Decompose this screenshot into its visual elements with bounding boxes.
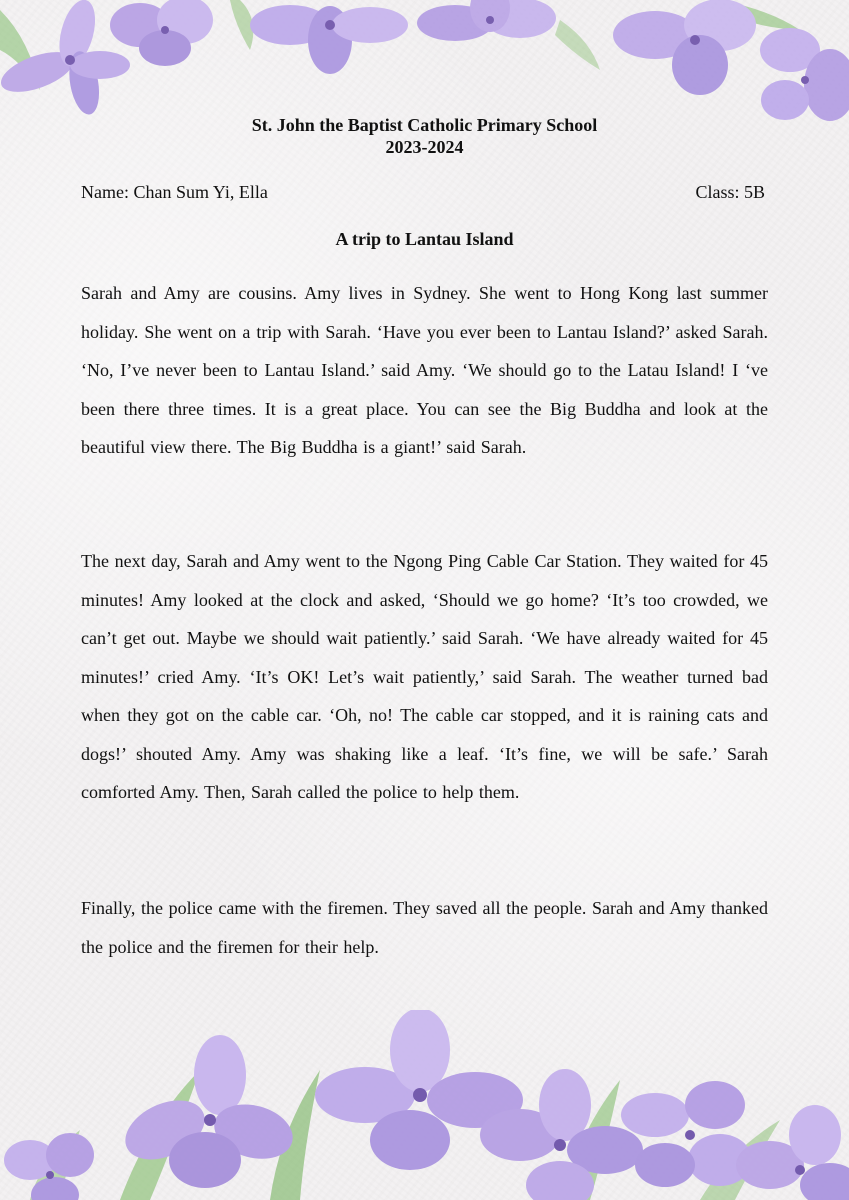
- essay-paragraph-2: The next day, Sarah and Amy went to the Ngong Ping Cable Car Station. They waited for 45 minutes! Amy looked at the clock and asked, ‘Should we go home? ‘It’s too crowded, we can’t get out. Maybe we should wait patiently.’ said Sarah. ‘We have already waited for 45 minutes!’ cried Amy. ‘It’s OK! Let’s wait patiently,’ said Sarah. The weather turned bad when they got on the cable car. ‘Oh, no! The cable car stopped, and it is raining cats and dogs!’ shouted Amy. Amy was shaking like a leaf. ‘It’s fine, we will be safe.’ Sarah comforted Amy. Then, Sarah called the police to help them.: [81, 551, 768, 802]
- essay-paragraph-3: Finally, the police came with the firemen. They saved all the people. Sarah and Amy thanked the police and the firemen for their help.: [81, 898, 768, 957]
- essay-paragraph-1: Sarah and Amy are cousins. Amy lives in Sydney. She went to Hong Kong last summer holiday. She went on a trip with Sarah. ‘Have you ever been to Lantau Island?’ asked Sarah. ‘No, I’ve never been to Lantau Island.’ said Amy. ‘We should go to the Latau Island! I ‘ve been there three times. It is a great place. You can see the Big Buddha and look at the beautiful view there. The Big Buddha is a giant!’ said Sarah.: [81, 283, 768, 457]
- school-name: St. John the Baptist Catholic Primary School: [251, 115, 598, 135]
- document-header: [0, 114, 849, 158]
- essay-title: A trip to Lantau Island: [335, 229, 514, 249]
- student-info-row: [81, 181, 765, 203]
- student-name: Name: Chan Sum Yi, Ella: [81, 182, 268, 202]
- flower-border-bottom: [0, 1010, 849, 1200]
- student-class: Class: 5B: [695, 182, 765, 202]
- school-year: 2023-2024: [385, 137, 464, 157]
